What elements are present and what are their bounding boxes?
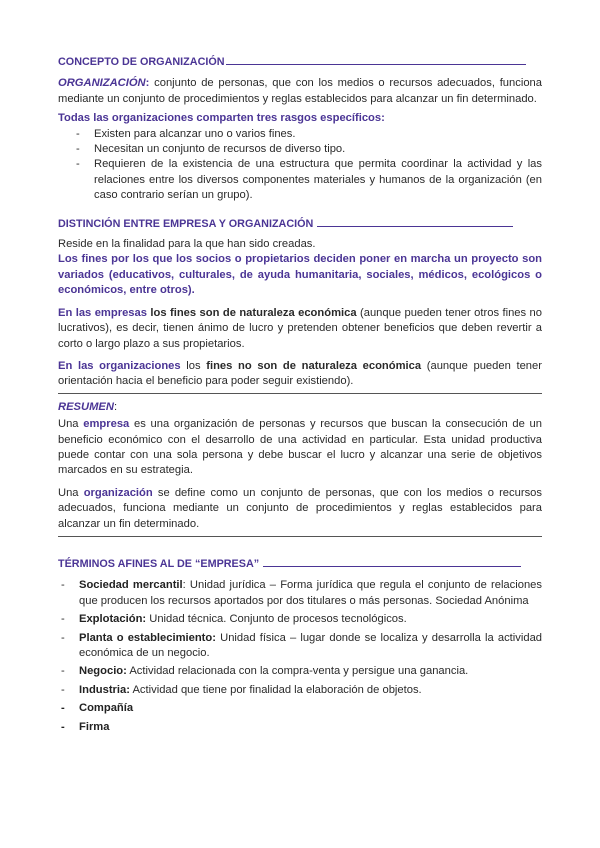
term-text: Unidad física – lugar donde se localiza y desarrolla la actividad económica de un negocio. [79,631,543,659]
term-text: Unidad técnica. Conjunto de procesos tecnológicos. [146,613,407,626]
list-item [58,683,542,698]
term-text: Actividad relacionada con la compra-venta y persigue una ganancia. [126,665,469,678]
heading-rule [317,225,513,227]
term-name: Industria: [79,683,130,696]
org-lead: En las organizaciones [58,359,181,372]
terms-list [58,578,542,735]
resumen-colon: : [113,400,118,413]
list-item [58,578,542,609]
def-term: ORGANIZACIÓN [58,77,146,90]
resumen-organizacion [58,486,542,532]
text: Una [58,418,84,431]
def-text: conjunto de personas, que con los medios o recursos adecuados, funciona mediante un conjunto de procedimientos y reglas establecidos para alcanzar un fin determinado. [58,77,542,105]
dash-marker: - [61,683,65,696]
resumen-title: RESUMEN [58,400,114,413]
term-name: Sociedad mercantil [79,579,183,592]
heading-rule [226,63,526,65]
text: se define como un conjunto de personas, que con los medios o recursos adecuados, funciona mediante un conjunto de procedimientos y reglas establecidos para alcanzar un fin determinado. [58,486,542,530]
traits-list [58,127,542,204]
organizaciones-paragraph [58,359,542,390]
list-item [58,612,542,627]
divider [58,392,542,394]
dash-marker: - [61,665,65,678]
dash-marker: - [61,631,65,644]
section-heading-distincion [58,217,542,232]
distincion-intro: Reside en la finalidad para la que han sido creadas. [58,238,316,251]
divider [58,535,542,537]
text: Una [58,486,84,499]
org-text: (aunque pueden tener orientación hacia el beneficio para poder seguir existiendo). [58,359,542,388]
list-item [58,720,542,735]
term-text: : Unidad jurídica – Forma jurídica que regula el conjunto de relaciones que producen los recursos aportados por dos titulares o más personas. Sociedad Anónima [79,579,542,607]
term-name: Planta o establecimiento: [79,631,216,644]
list-item: - Existen para alcanzar uno o varios fines. [58,127,542,142]
section-heading-concepto [58,55,542,70]
list-item: - Requieren de la existencia de una estructura que permita coordinar la actividad y las relaciones entre los diversos componentes materiales y humanos de la organización (en caso contrario serían un grupo). [58,157,542,203]
heading-text: DISTINCIÓN ENTRE EMPRESA Y ORGANIZACIÓN [58,217,314,230]
traits-title: Todas las organizaciones comparten tres rasgos específicos: [58,112,385,125]
list-item [58,664,542,679]
empresas-paragraph [58,306,542,352]
list-item [58,631,542,662]
dash-marker: - [61,613,65,626]
list-item [58,701,542,716]
term-name: Compañía [79,702,134,715]
org-bold: fines no son de naturaleza económica [206,359,422,372]
def-colon: : [145,77,150,90]
list-item: - Necesitan un conjunto de recursos de diverso tipo. [58,142,542,157]
heading-text: TÉRMINOS AFINES AL DE “EMPRESA” [58,557,260,570]
dash-marker: - [61,702,65,715]
section-heading-terminos [58,557,542,572]
resumen-empresa [58,417,542,479]
heading-text: CONCEPTO DE ORGANIZACIÓN [58,56,225,68]
empresas-lead: En las empresas [58,306,147,319]
dash-marker: - [61,579,65,592]
organizacion-definition [58,76,542,107]
resumen-label [58,400,542,415]
empresas-bold: los fines son de naturaleza económica [146,306,357,319]
term-name: Firma [79,720,110,733]
dash-marker: - [61,720,65,733]
empresas-text: (aunque pueden tener otros fines no lucrativos), es decir, tienen ánimo de lucro y pretenden obtener beneficios que deben revertir a corto o largo plazo a sus propietarios. [58,306,542,350]
heading-rule [263,565,521,567]
term-text: Actividad que tiene por finalidad la elaboración de objetos. [129,683,422,696]
term-name: Explotación: [79,613,147,626]
org-los: los [180,359,207,372]
text: es una organización de personas y recursos que buscan la consecución de un beneficio económico con el desarrollo de una actividad en particular. Esta unidad productiva puede contar con una sola persona y debe buscar el lucro y alcanzar una serie de objetivos marcados en su estrategia. [58,418,542,477]
empresa-term: empresa [83,418,130,431]
fines-paragraph: Los fines por los que los socios o propietarios deciden poner en marcha un proyecto son variados (educativos, culturales, de ayuda humanitaria, sociales, médicos, ecológicos o económicos, entre otros). [58,253,542,297]
term-name: Negocio: [79,665,127,678]
organizacion-term: organización [83,486,153,499]
